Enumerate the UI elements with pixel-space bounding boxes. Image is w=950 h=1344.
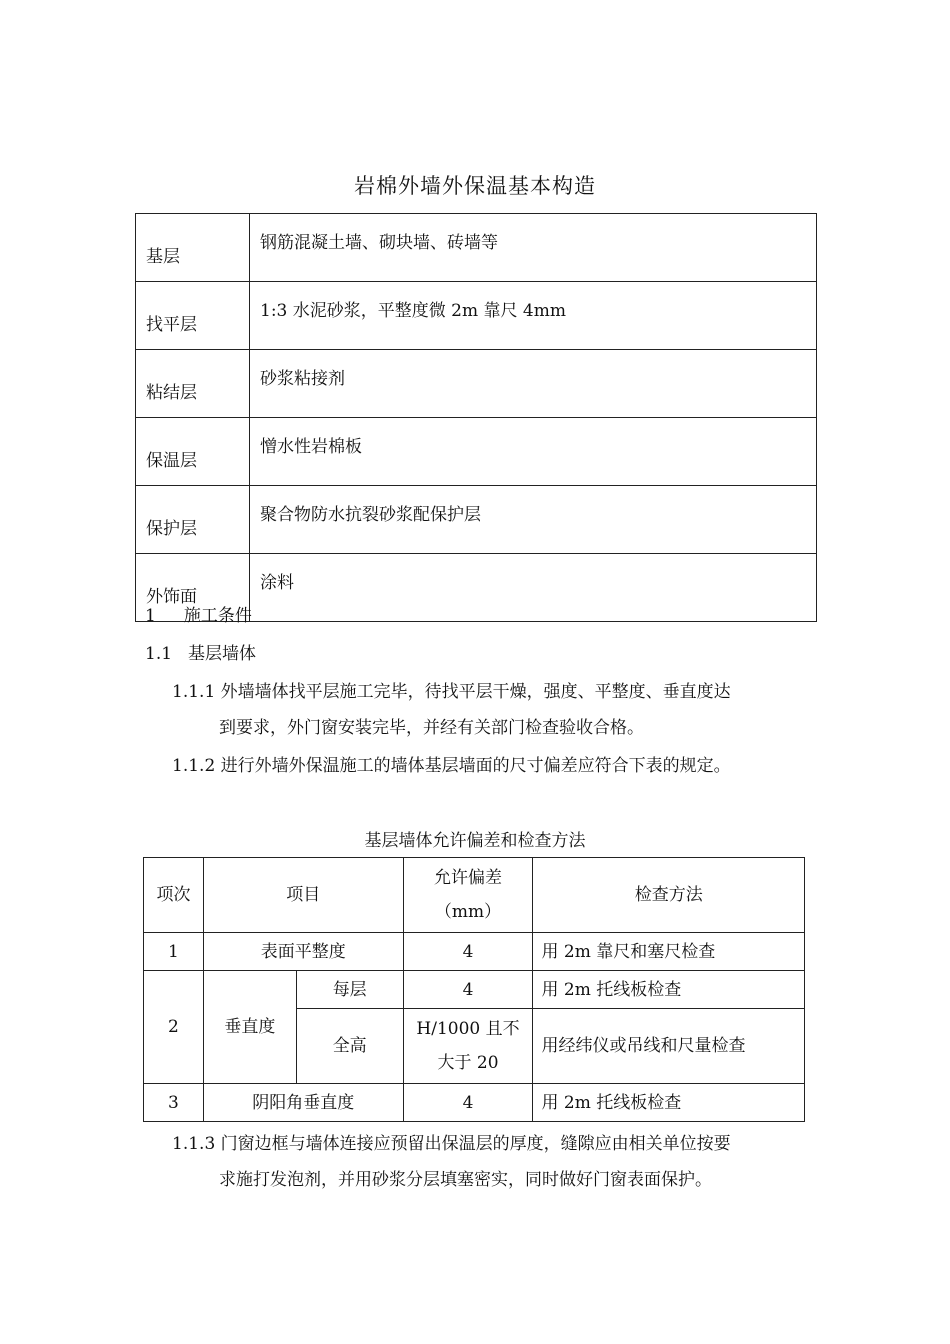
cell-tolerance-line-2: 大于 20	[437, 1053, 499, 1073]
layer-name: 外饰面	[136, 554, 250, 622]
table-caption: 基层墙体允许偏差和检查方法	[364, 831, 586, 851]
layer-name: 保护层	[136, 486, 250, 554]
deviation-table	[143, 857, 805, 1122]
table-row	[144, 971, 805, 1009]
layer-description: 砂浆粘接剂	[250, 350, 817, 418]
section-number: 1	[145, 606, 156, 626]
layer-name: 基层	[136, 214, 250, 282]
table-row	[136, 418, 817, 486]
cell-item: 垂直度	[203, 971, 296, 1084]
cell-tolerance	[403, 1009, 533, 1084]
paragraph-1-1-1-line-1: 1.1.1 外墙墙体找平层施工完毕，待找平层干燥，强度、平整度、垂直度达	[172, 682, 731, 702]
paragraph-1-1-3-line-2: 求施打发泡剂，并用砂浆分层填塞密实，同时做好门窗表面保护。	[219, 1170, 712, 1190]
section-heading-1-1	[145, 639, 256, 664]
header-tolerance-line-1: 允许偏差	[434, 868, 503, 888]
table-row	[136, 486, 817, 554]
header-tolerance-line-2: （mm）	[434, 902, 502, 922]
cell-no: 3	[144, 1084, 204, 1122]
cell-tolerance: 4	[403, 1084, 533, 1122]
cell-tolerance: 4	[403, 933, 533, 971]
paragraph-1-1-1-line-2: 到要求，外门窗安装完毕，并经有关部门检查验收合格。	[219, 718, 644, 738]
section-title: 施工条件	[183, 606, 252, 626]
layer-description: 憎水性岩棉板	[250, 418, 817, 486]
cell-method: 用经纬仪或吊线和尺量检查	[533, 1009, 805, 1084]
cell-subitem: 全高	[296, 1009, 403, 1084]
header-item: 项目	[203, 858, 403, 933]
cell-method: 用 2m 托线板检查	[533, 1084, 805, 1122]
paragraph-1-1-3-line-1: 1.1.3 门窗边框与墙体连接应预留出保温层的厚度，缝隙应由相关单位按要	[172, 1134, 731, 1154]
layer-description: 1:3 水泥砂浆，平整度微 2m 靠尺 4mm	[250, 282, 817, 350]
cell-no: 2	[144, 971, 204, 1084]
layer-name: 保温层	[136, 418, 250, 486]
table-row	[144, 933, 805, 971]
paragraph-1-1-2: 1.1.2 进行外墙外保温施工的墙体基层墙面的尺寸偏差应符合下表的规定。	[172, 756, 731, 776]
cell-subitem: 每层	[296, 971, 403, 1009]
table-row	[136, 214, 817, 282]
cell-item: 表面平整度	[203, 933, 403, 971]
structure-table	[135, 213, 817, 622]
cell-item: 阴阳角垂直度	[203, 1084, 403, 1122]
header-tolerance	[403, 858, 533, 933]
layer-description: 涂料	[250, 554, 817, 622]
layer-description: 钢筋混凝土墙、砌块墙、砖墙等	[250, 214, 817, 282]
header-method: 检查方法	[533, 858, 805, 933]
table-row	[136, 282, 817, 350]
table-row	[144, 1084, 805, 1122]
header-no: 项次	[144, 858, 204, 933]
table-row	[136, 350, 817, 418]
layer-name: 粘结层	[136, 350, 250, 418]
cell-tolerance: 4	[403, 971, 533, 1009]
layer-name: 找平层	[136, 282, 250, 350]
cell-method: 用 2m 靠尺和塞尺检查	[533, 933, 805, 971]
page-title: 岩棉外墙外保温基本构造	[354, 174, 596, 198]
section-number: 1.1	[145, 644, 173, 664]
cell-method: 用 2m 托线板检查	[533, 971, 805, 1009]
cell-no: 1	[144, 933, 204, 971]
section-title: 基层墙体	[188, 644, 257, 664]
section-heading-1	[145, 601, 252, 626]
layer-description: 聚合物防水抗裂砂浆配保护层	[250, 486, 817, 554]
cell-tolerance-line-1: H/1000 且不	[416, 1019, 520, 1039]
table-header-row	[144, 858, 805, 933]
